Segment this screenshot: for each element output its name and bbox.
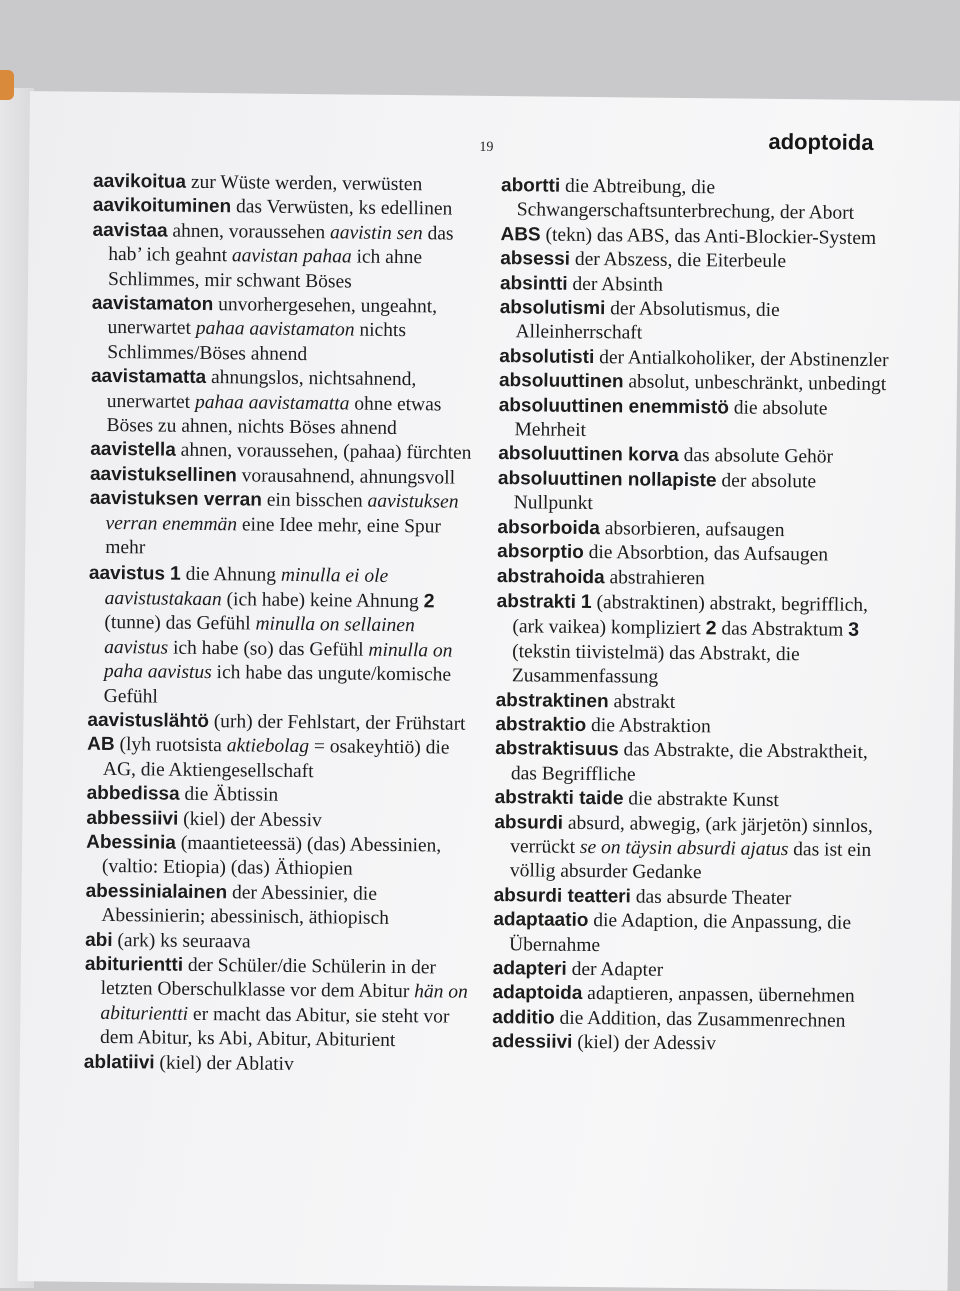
entry-headword: abortti: [500, 175, 561, 197]
entry-definition: ohne etwas Böses zu ahnen, nichts Böses ahnend: [106, 393, 442, 440]
dictionary-entry: [87, 782, 479, 811]
entry-headword: abstraktio: [495, 713, 587, 736]
entry-definition: (abstraktinen) abstrakt, begrifflich, (ark vaikea) kompliziert: [512, 591, 869, 640]
entry-headword: abstrakti taide: [494, 787, 624, 810]
entry-headword: aavistamatta: [90, 366, 207, 389]
dictionary-entry: [498, 394, 890, 447]
entry-definition: ich habe (so) das Gefühl: [168, 637, 369, 661]
entry-headword: abbedissa: [86, 782, 180, 805]
entry-headword: absoluuttinen enemmistö: [498, 394, 730, 419]
dictionary-entry: [494, 811, 887, 888]
entry-definition: abstrahieren: [604, 566, 705, 589]
entry-definition: ahnungslos, nichtsahnend, unerwartet: [106, 367, 417, 413]
entry-headword: abiturientti: [84, 953, 184, 976]
entry-definition: die Abstraktion: [586, 714, 711, 738]
entry-definition: = osakeyhtiö) die AG, die Aktiengesellschaft: [102, 736, 450, 782]
entry-headword: aavikoitua: [92, 170, 187, 193]
entry-headword: absurdi: [494, 811, 564, 834]
entry-definition: abstrakt: [608, 690, 676, 713]
entry-headword: abstrahoida: [496, 565, 605, 588]
entry-example: minulla ei ole aavistustakaan: [104, 564, 389, 611]
dictionary-entry: [496, 589, 889, 693]
entry-headword: aavistus: [88, 562, 166, 585]
entry-definition: (maantieteessä) (das) Abessinien, (valtio: Etiopia) (das) Äthiopien: [101, 832, 442, 880]
entry-definition: (urh) der Fehlstart, der Frühstart: [208, 710, 466, 735]
entry-definition: der Adapter: [566, 958, 664, 981]
entry-headword: abstraktisuus: [495, 738, 619, 761]
entry-definition: der Absolutismus, die Alleinherrschaft: [515, 298, 780, 344]
entry-definition: ich habe das ungute/komische Gefühl: [103, 662, 452, 708]
entry-headword: ABS: [500, 223, 541, 246]
entry-definition: (kiel) der Abessiv: [178, 808, 322, 831]
entry-headword: adaptaatio: [493, 909, 589, 932]
entry-definition: das Verwüsten, ks edellinen: [231, 196, 453, 220]
dictionary-entry: [499, 296, 891, 349]
entry-example: hän on abiturientti: [100, 981, 468, 1025]
entry-definition: der Absinth: [567, 273, 664, 296]
entry-headword: absolutisti: [499, 345, 595, 368]
entry-headword: absintti: [499, 272, 568, 295]
entry-headword: absorptio: [497, 541, 584, 564]
dictionary-entry: [501, 174, 893, 227]
sense-number: 2: [423, 590, 435, 613]
entry-headword: aavistella: [90, 439, 176, 462]
entry-headword: AB: [87, 734, 115, 756]
entry-headword: aavistamaton: [91, 292, 214, 316]
entry-definition: das hab’ ich geahnt: [108, 223, 454, 267]
entry-definition: der Schüler/die Schülerin in der letzten Oberschulklasse vor dem Abitur: [100, 954, 437, 1003]
dictionary-entry: [499, 369, 891, 398]
entry-headword: abessinialainen: [85, 880, 228, 904]
dictionary-entry: [498, 467, 890, 520]
entry-definition: die abstrakte Kunst: [623, 788, 779, 812]
dictionary-entry: [87, 733, 479, 786]
entry-definition: eine Idee mehr, eine Spur mehr: [105, 514, 442, 559]
entry-example: aavistin sen: [329, 222, 423, 245]
entry-definition: das Abstrakte, die Abstraktheit, das Begriffliche: [510, 739, 868, 786]
entry-example: pahaa aavistamatta: [194, 391, 350, 415]
dictionary-entry: [495, 737, 887, 790]
entry-definition: die Absorbtion, das Aufsaugen: [583, 542, 829, 566]
entry-definition: die Addition, das Zusammenrechnen: [554, 1007, 846, 1032]
entry-headword: aavikoituminen: [92, 195, 232, 218]
entry-definition: absolut, unbeschränkt, unbedingt: [623, 371, 887, 396]
entry-definition: der Abszess, die Eiterbeule: [569, 249, 787, 273]
entry-definition: absurd, abwegig, (ark järjetön) sinnlos, verrückt: [510, 812, 873, 858]
entry-headword: adessiivi: [491, 1031, 573, 1054]
sense-number: 1: [169, 562, 181, 585]
entry-definition: (kiel) der Adessiv: [572, 1032, 716, 1055]
entry-definition: die Adaption, die Anpassung, die Übernahme: [509, 910, 852, 956]
entry-definition: die Ahnung: [180, 563, 282, 586]
entry-example: se on täysin absurdi ajatus: [579, 836, 789, 861]
entry-definition: (tunne) das Gefühl: [104, 612, 256, 635]
entry-headword: adapteri: [492, 958, 567, 980]
dictionary-page: [18, 91, 960, 1291]
entry-example: aktiebolag: [226, 735, 310, 758]
entry-definition: die absolute Mehrheit: [514, 397, 828, 442]
dictionary-entry: [500, 247, 892, 276]
dictionary-entry: [497, 540, 889, 569]
entry-definition: nichts Schlimmes/Böses ahnend: [107, 319, 407, 365]
entry-definition: ahnen, voraussehen, (pahaa) fürchten: [175, 440, 472, 465]
dictionary-entry: [492, 1030, 884, 1059]
right-column: [492, 174, 893, 1059]
entry-headword: absurdi teatteri: [493, 884, 631, 908]
entry-headword: aavistuksellinen: [89, 463, 237, 487]
entry-headword: ablatiivi: [83, 1051, 155, 1074]
entry-definition: (ich habe) keine Ahnung: [221, 589, 424, 613]
entry-headword: abstraktinen: [495, 689, 609, 712]
dictionary-entry: [88, 560, 482, 713]
entry-definition: ein bisschen: [261, 489, 368, 512]
entry-example: pahaa aavistamaton: [195, 318, 355, 341]
entry-definition: (lyh ruotsista: [114, 734, 227, 757]
entry-definition: vorausahnend, ahnungsvoll: [236, 465, 456, 489]
dictionary-entry: [84, 953, 477, 1055]
sense-number: 2: [705, 617, 717, 640]
entry-headword: abbessiivi: [86, 807, 179, 830]
entry-definition: absorbieren, aufsaugen: [599, 517, 785, 541]
entry-headword: absoluuttinen korva: [498, 443, 679, 467]
dictionary-entry: [92, 219, 485, 296]
dictionary-entry: [85, 880, 477, 933]
entry-definition: das Abstraktum: [716, 618, 849, 642]
entry-example: minulla on paha aavistus: [103, 639, 453, 684]
entry-headword: aavistuslähtö: [87, 709, 209, 732]
entry-definition: zur Wüste werden, verwüsten: [185, 171, 423, 196]
entry-headword: aavistuksen verran: [89, 488, 263, 511]
entry-headword: additio: [492, 1006, 555, 1029]
dictionary-entry: [89, 487, 482, 564]
entry-definition: (tekstin tiivistelmä) das Abstrakt, die Zusammenfassung: [511, 640, 800, 688]
sense-number: 3: [848, 619, 860, 642]
entry-definition: das ist ein völlig absurder Gedanke: [509, 839, 872, 884]
entry-example: aavistan pahaa: [231, 245, 352, 268]
entry-headword: absorboida: [497, 516, 600, 539]
entry-definition: ahnen, voraussehen: [167, 220, 331, 244]
entry-definition: (tekn) das ABS, das Anti-Blockier-System: [540, 224, 877, 249]
dictionary-entry: [91, 292, 484, 369]
dictionary-entry: [86, 831, 478, 884]
entry-definition: die Äbtissin: [179, 783, 279, 806]
entry-definition: das absurde Theater: [630, 886, 792, 909]
running-head: adoptoida: [768, 128, 874, 155]
left-column: [84, 170, 485, 1079]
entry-definition: das absolute Gehör: [678, 445, 834, 469]
entry-definition: der Antialkoholiker, der Abstinenzler: [594, 346, 889, 371]
entry-definition: der absolute Nullpunkt: [513, 470, 817, 515]
entry-headword: absolutismi: [499, 297, 606, 320]
entry-headword: Abessinia: [86, 831, 177, 854]
dictionary-entry: [84, 1050, 476, 1079]
entry-definition: die Abtreibung, die Schwangerschaftsunterbrechung, der Abort: [516, 175, 855, 225]
entry-headword: absoluuttinen nollapiste: [497, 467, 717, 492]
entry-definition: adaptieren, anpassen, übernehmen: [582, 983, 855, 1008]
entry-headword: absoluuttinen: [498, 370, 624, 393]
book-cover-edge: [0, 70, 14, 100]
entry-headword: abstrakti: [496, 590, 577, 613]
entry-definition: (ark) ks seuraava: [112, 929, 251, 953]
entry-example: minulla on sellainen aavistus: [104, 613, 415, 659]
page-number: 19: [479, 139, 494, 155]
sense-number: 1: [580, 590, 592, 613]
entry-example: aavistuksen verran enemmän: [105, 490, 459, 536]
entry-headword: abi: [85, 929, 113, 951]
entry-headword: absessi: [500, 248, 571, 271]
entry-headword: adaptoida: [492, 982, 583, 1005]
dictionary-entry: [495, 786, 887, 815]
dictionary-entry: [493, 908, 885, 961]
entry-definition: der Abessinier, die Abessinierin; abessinisch, äthiopisch: [101, 882, 390, 930]
entry-definition: ich ahne Schlimmes, mir schwant Böses: [107, 246, 423, 293]
dictionary-entry: [90, 365, 483, 442]
entry-definition: unvorhergesehen, ungeahnt, unerwartet: [107, 294, 438, 340]
entry-definition: (kiel) der Ablativ: [154, 1052, 294, 1075]
entry-headword: aavistaa: [92, 219, 168, 242]
entry-definition: er macht das Abitur, sie steht vor dem Abitur, ks Abi, Abitur, Abiturient: [100, 1003, 450, 1052]
